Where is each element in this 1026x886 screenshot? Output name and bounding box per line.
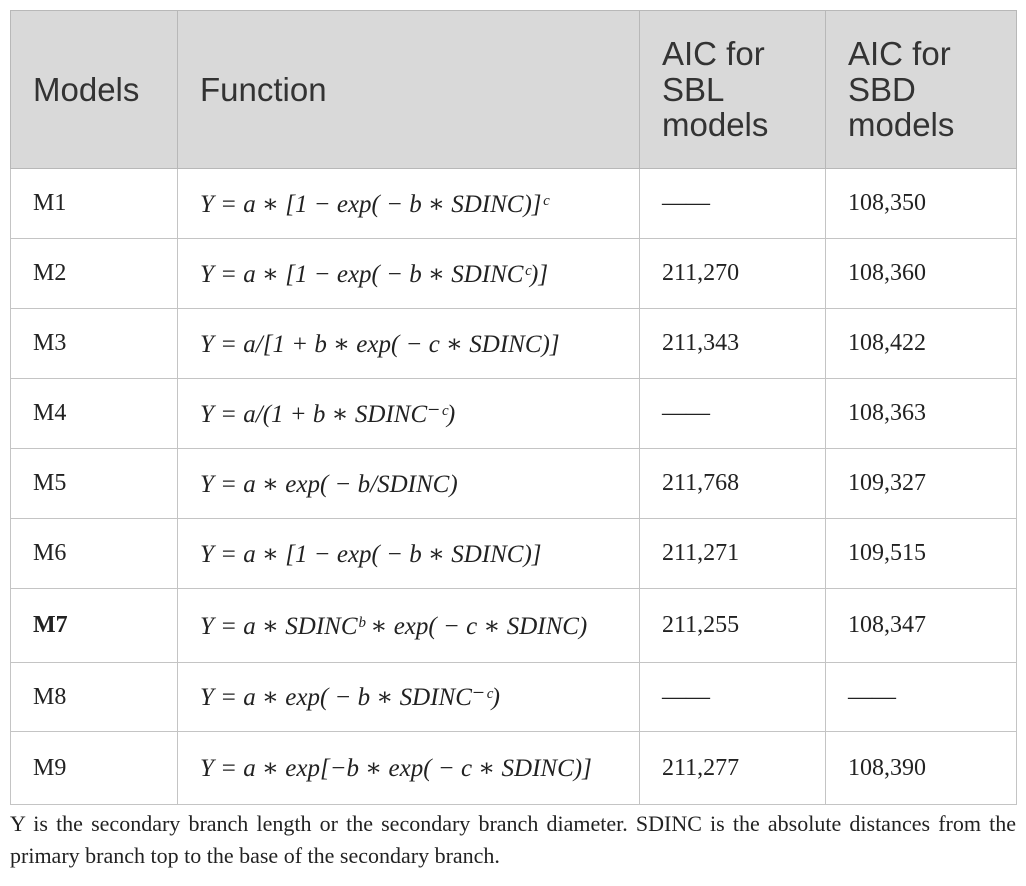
- header-row: [11, 11, 1017, 169]
- table-footnote: Y is the secondary branch length or the secondary branch diameter. SDINC is the absolute distances from the primary branch top to the base of the secondary branch.: [10, 811, 1016, 868]
- aic-sbl-cell: 211,255: [640, 589, 826, 663]
- model-table-container: [10, 10, 1016, 805]
- table-row: [11, 379, 1017, 449]
- aic-sbd-cell: 108,350: [826, 169, 1017, 239]
- table-row: [11, 732, 1017, 805]
- function-cell: Y = a/(1 + b ∗ SDINC⁻ᶜ): [178, 379, 640, 449]
- aic-sbd-cell: 108,422: [826, 309, 1017, 379]
- model-cell: M9: [11, 732, 178, 805]
- model-cell: M3: [11, 309, 178, 379]
- table-row: [11, 169, 1017, 239]
- header-models: Models: [11, 11, 178, 169]
- header-function: Function: [178, 11, 640, 169]
- aic-sbd-cell: 108,390: [826, 732, 1017, 805]
- table-row: [11, 663, 1017, 732]
- aic-sbl-cell: 211,270: [640, 239, 826, 309]
- aic-sbd-cell: 108,347: [826, 589, 1017, 663]
- aic-sbl-cell: 211,277: [640, 732, 826, 805]
- function-cell: Y = a ∗ [1 − exp( − b ∗ SDINC)]ᶜ: [178, 169, 640, 239]
- aic-sbd-cell: 109,515: [826, 519, 1017, 589]
- aic-sbl-cell: 211,271: [640, 519, 826, 589]
- table-row: [11, 239, 1017, 309]
- aic-sbl-cell: ——: [640, 379, 826, 449]
- aic-sbd-cell: 108,360: [826, 239, 1017, 309]
- function-cell: Y = a ∗ exp( − b ∗ SDINC⁻ᶜ): [178, 663, 640, 732]
- table-row: [11, 519, 1017, 589]
- function-cell: Y = a ∗ exp( − b/SDINC): [178, 449, 640, 519]
- function-cell: Y = a ∗ SDINCᵇ ∗ exp( − c ∗ SDINC): [178, 589, 640, 663]
- table-row: [11, 309, 1017, 379]
- aic-sbl-cell: ——: [640, 169, 826, 239]
- function-cell: Y = a/[1 + b ∗ exp( − c ∗ SDINC)]: [178, 309, 640, 379]
- aic-sbd-cell: ——: [826, 663, 1017, 732]
- model-cell: M6: [11, 519, 178, 589]
- aic-sbd-cell: 108,363: [826, 379, 1017, 449]
- function-cell: Y = a ∗ [1 − exp( − b ∗ SDINCᶜ)]: [178, 239, 640, 309]
- model-cell: M4: [11, 379, 178, 449]
- aic-sbl-cell: 211,768: [640, 449, 826, 519]
- model-cell: M7: [11, 589, 178, 663]
- model-cell: M1: [11, 169, 178, 239]
- model-cell: M5: [11, 449, 178, 519]
- model-cell: M2: [11, 239, 178, 309]
- table-row: [11, 589, 1017, 663]
- model-cell: M8: [11, 663, 178, 732]
- aic-sbd-cell: 109,327: [826, 449, 1017, 519]
- function-cell: Y = a ∗ exp[−b ∗ exp( − c ∗ SDINC)]: [178, 732, 640, 805]
- function-cell: Y = a ∗ [1 − exp( − b ∗ SDINC)]: [178, 519, 640, 589]
- aic-model-table: [10, 10, 1017, 805]
- header-aic-sbd: AIC for SBD models: [826, 11, 1017, 169]
- table-row: [11, 449, 1017, 519]
- aic-sbl-cell: 211,343: [640, 309, 826, 379]
- header-aic-sbl: AIC for SBL models: [640, 11, 826, 169]
- aic-sbl-cell: ——: [640, 663, 826, 732]
